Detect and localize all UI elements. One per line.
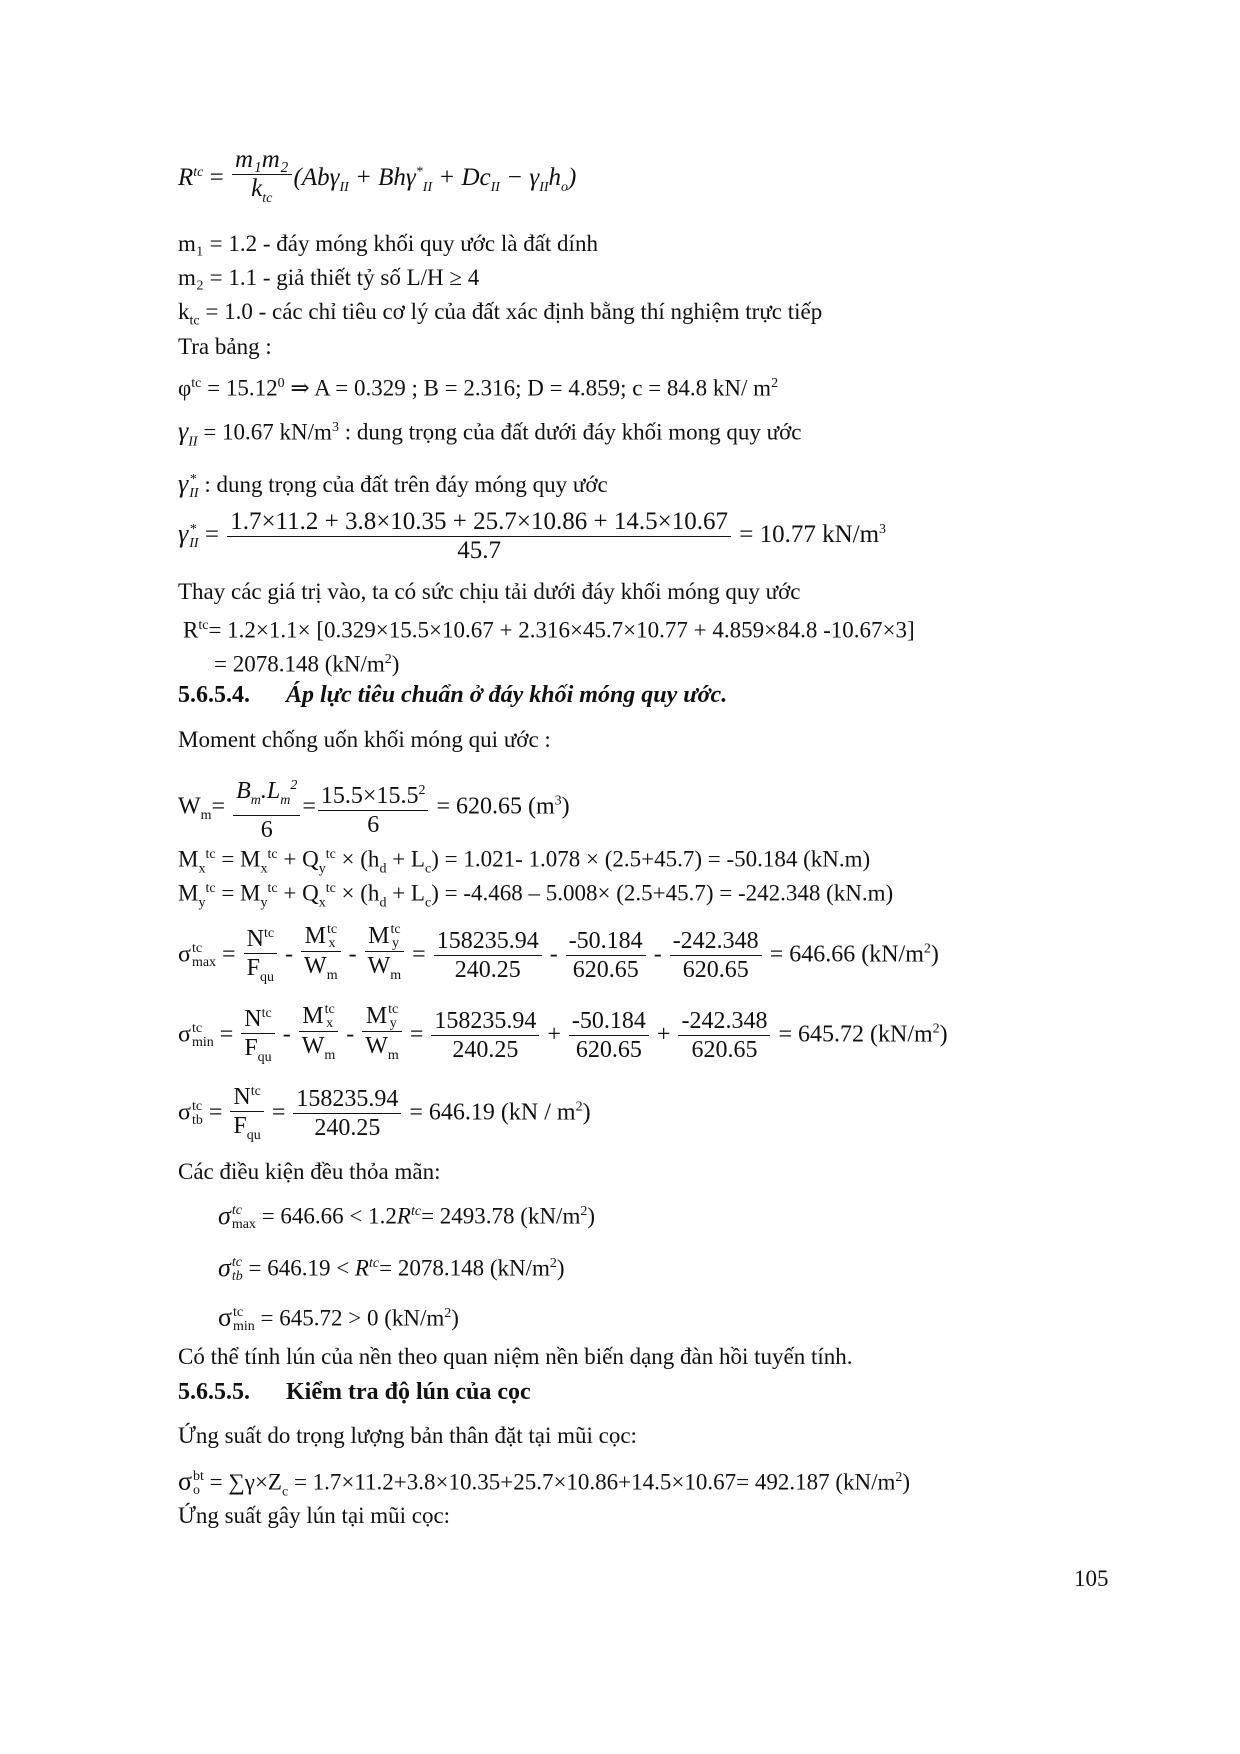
line-gamma-calc: γ * II = $\frac{1.7\times 11.2 + 3.8\times 10.35 + 25.7\times 10.86 + 14.5\times 10.67}{45.7}$ = 10.77 $kN/m^3$ <box>178 508 887 564</box>
line-ktc: $k_{tc} = 1.0$ - các chỉ tiêu cơ lý của đất xác định bằng thí nghiệm trực tiếp <box>178 299 823 329</box>
line-gamma-ii: $\gamma_{II} = 10.67$ $kN/m^3$ : dung trọng của đất dưới đáy khối mong quy ước <box>178 416 802 450</box>
formula-rtc: $R^{tc}$ = m₁m₂ $k_{tc}$ $(Ab\gamma_{II} + Bh\gamma^*_{II} + Dc_{II} - \gamma_{II}h_o)$ <box>178 146 576 213</box>
formula-sigma-min: σ tc min = $N^{tc}$ $F_{qu}$ - M tc x $W_m$ - M tc y $W_m$ = $\frac{158235.94}{240.25}$ + $\frac{-50.184}{620.65}$ + $\frac{-242.348}{620.65}$ = 645.72 $(kN/m^2)$ <box>178 1000 948 1072</box>
condition-2: σ tc tb = $646.19 < R^{tc}= 2078.148$ $(kN/m^2)$ <box>218 1252 565 1285</box>
line-mx: $M_x^{tc} = M_x^{tc} + Q_y^{tc} \times (h_d + L_c) = 1.021-$ 1.078 × (2.5+45.7) = -50.184 (kN.m) <box>178 846 871 877</box>
line-settle-outro: Ứng suất gây lún tại mũi cọc: <box>178 1503 451 1528</box>
line-thay: Thay các giá trị vào, ta có sức chịu tải dưới đáy khối móng quy ước <box>178 579 801 604</box>
line-conditions-intro: Các điều kiện đều thỏa mãn: <box>178 1159 441 1184</box>
formula-sigma-max: σ tc max = $N^{tc}$ $F_{qu}$ - M tc x $W_m$ - M tc y $W_m$ = $\frac{158235.94}{240.25}$ - $\frac{-50.184}{620.65}$ - $\frac{-242.348}{620.65}$ = 646.66 $(kN/m^2)$ <box>178 920 939 992</box>
line-m1: m₁ = 1.2 - đáy móng khối quy ước là đất dính <box>178 231 598 256</box>
section-heading-5654: 5.6.5.4. Áp lực tiêu chuẩn ở đáy khối móng quy ước. <box>178 682 728 708</box>
line-rtc-result: = 2078.148 $(kN/m^2)$ <box>214 651 400 677</box>
formula-sigma-tb: σ tc tb = $N^{tc}$ $F_{qu}$ = $\frac{158235.94}{240.25}$ = 646.19 $(kN / m^2)$ <box>178 1078 591 1150</box>
line-my: $M_y^{tc} = M_y^{tc} + Q_x^{tc} \times (h_d + L_c) = -4.468 - 5.008\times (2.5+45.7) = -242.348$ (kN.m) <box>178 880 894 911</box>
line-gamma-star: γ * II : dung trọng của đất trên đáy móng quy ước <box>178 469 608 501</box>
page-number: 105 <box>1074 1566 1109 1591</box>
line-phi: $\varphi^{tc} = 15.12^0$ ⇒ A = 0.329 ; B = 2.316; D = 4.859; c = 84.8 kN/ $m^2$ <box>178 375 779 401</box>
formula-wm: $W_m=$ $\frac{B_m.L_m^2}{6}$ = $\frac{15.5\times 15.5^2}{6}$ = 620.65 $(m^3)$ <box>178 772 570 844</box>
line-rtc-calc: $R^{tc}= 1.2\times 1.1\times [0.329\times 15.5\times 10.67 + 2.316\times 45.7\times 10.77 + 4.859\times 84.8$ -10.67×3] <box>183 617 915 643</box>
line-conclusion: Có thể tính lún của nền theo quan niệm nền biến dạng đàn hồi tuyến tính. <box>178 1344 853 1369</box>
gamma-fraction: $\frac{1.7\times 11.2 + 3.8\times 10.35 + 25.7\times 10.86 + 14.5\times 10.67}{45.7}$ <box>227 508 731 565</box>
rtc-fraction: m₁m₂ $k_{tc}$ <box>232 146 292 213</box>
line-m2: m₂ = 1.1 - giả thiết tỷ số L/H ≥ 4 <box>178 265 480 290</box>
line-moment-intro: Moment chống uốn khối móng qui ước : <box>178 727 551 752</box>
line-tra-bang: Tra bảng : <box>178 334 272 359</box>
condition-3: σ tc min = 645.72 > 0 $(kN/m^2)$ <box>218 1302 459 1335</box>
line-settle-formula: σ bt o = $\sum\gamma\times Z_c = 1.7\times 11.2+3.8\times 10.35+25.7\times 10.86+14.5\times 10.67= 492.187$ $(kN/m^2)$ <box>178 1466 911 1500</box>
line-settle-intro: Ứng suất do trọng lượng bản thân đặt tại mũi cọc: <box>178 1423 637 1448</box>
section-heading-5655: 5.6.5.5. Kiểm tra độ lún của cọc <box>178 1379 531 1405</box>
condition-1: σ tc max = $646.66 < 1.2R^{tc}= 2493.78$ $(kN/m^2)$ <box>218 1200 596 1233</box>
